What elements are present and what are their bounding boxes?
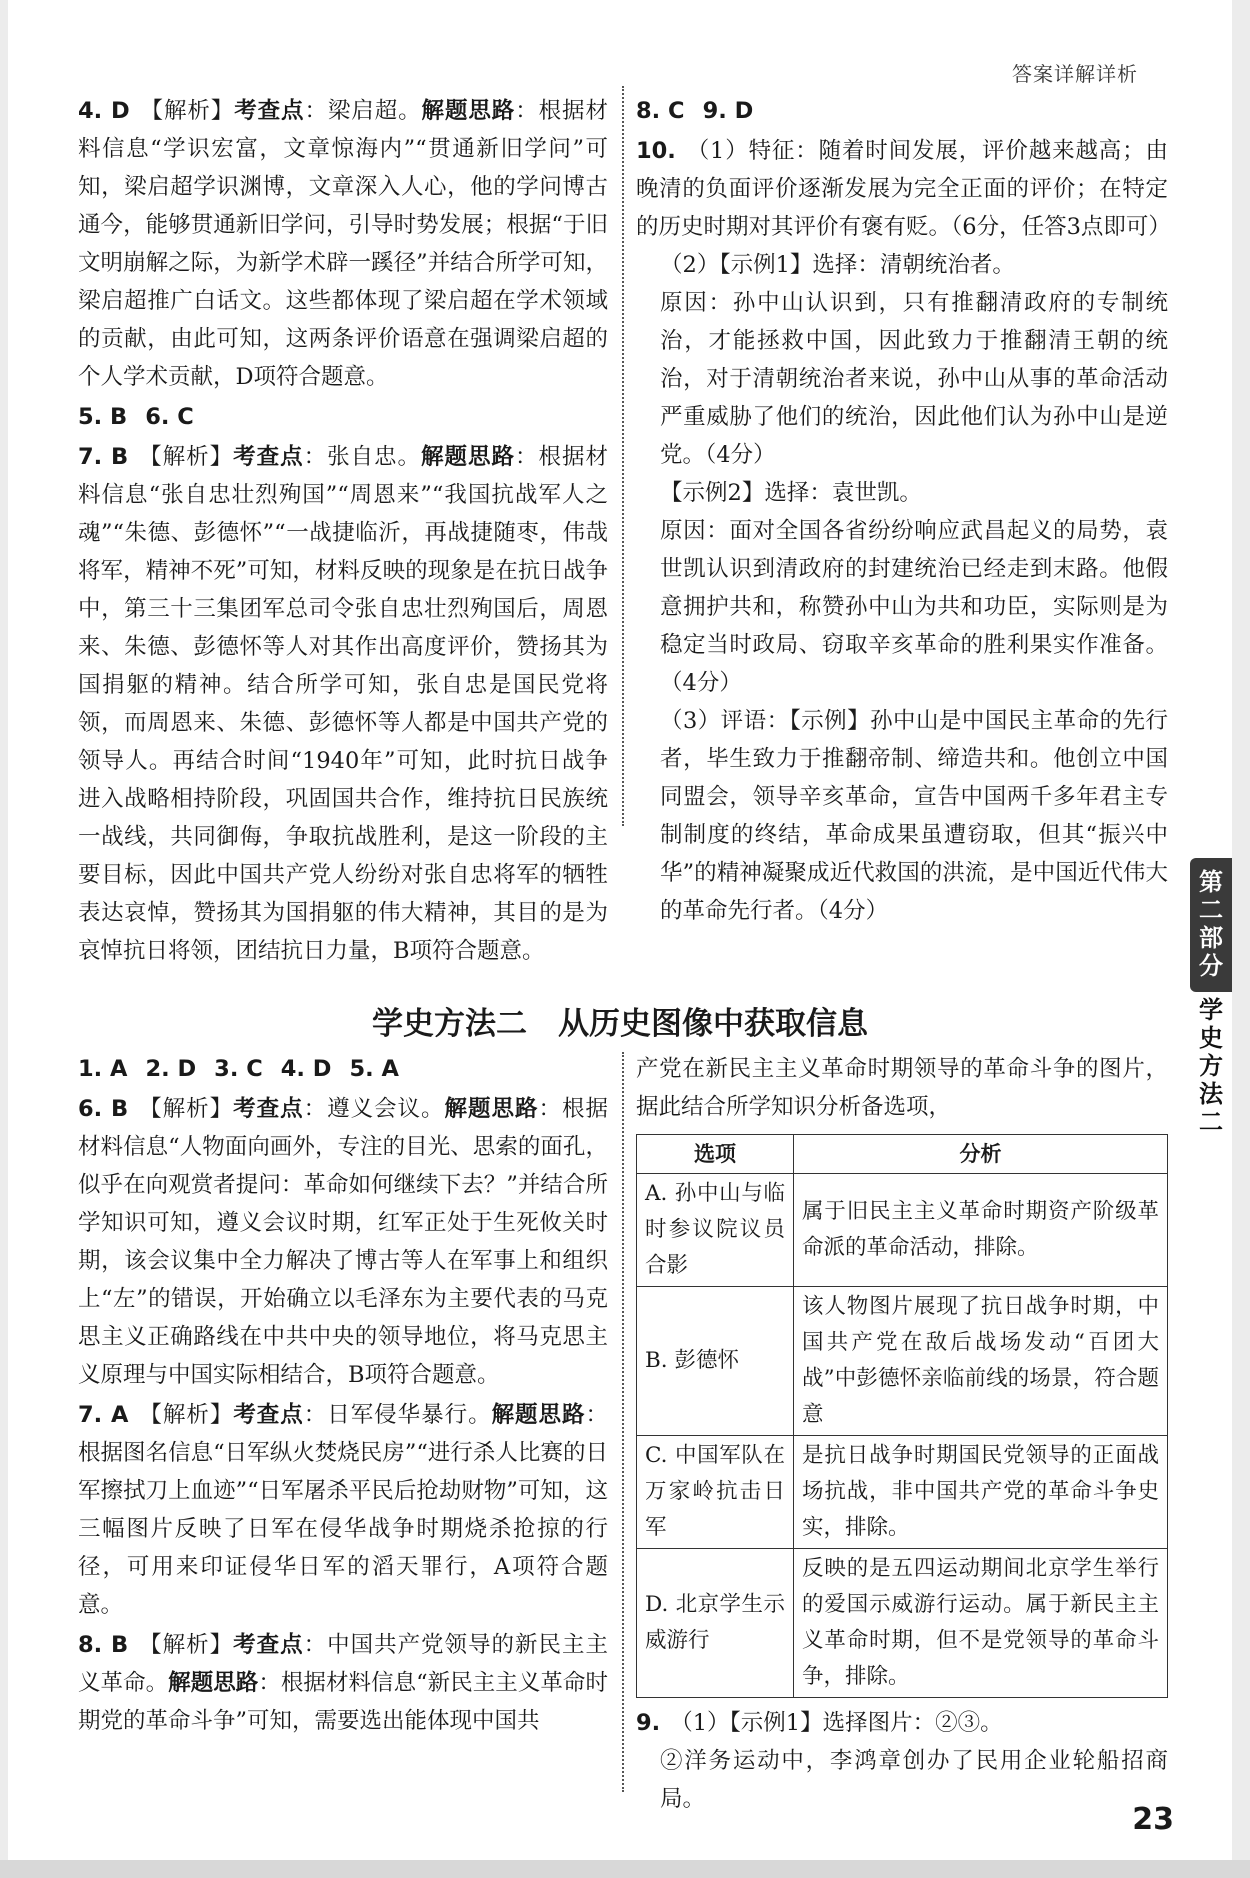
q7-kp-label: 考查点	[233, 444, 304, 470]
q10-p4: 【示例2】选择：袁世凯。	[660, 480, 922, 506]
answer-q5: 5. B	[78, 404, 128, 430]
b8-continued: 产党在新民主主义革命时期领导的革命斗争的图片，据此结合所学知识分析备选项，	[636, 1056, 1168, 1120]
answers-q1-q5	[78, 1050, 608, 1088]
side-tab-char: 第	[1199, 868, 1223, 896]
answer-q4	[78, 92, 608, 396]
q10-p1: （1）特征：随着时间发展，评价越来越高；由晚清的负面评价逐渐发展为完全正面的评价；在特定的历史时期对其评价有褒有贬。（6分，任答3点即可）	[636, 138, 1171, 240]
b9-p2: ②洋务运动中，李鸿章创办了民用企业轮船招商局。	[660, 1748, 1168, 1812]
side-tab-char: 部	[1199, 924, 1223, 952]
q7-number: 7. B	[78, 444, 129, 470]
answer-b6	[78, 1090, 608, 1394]
side-tab-char: 二	[1199, 1108, 1223, 1136]
answer-b7	[78, 1396, 608, 1624]
column-divider-top	[622, 86, 624, 826]
analysis-table	[636, 1134, 1168, 1698]
column-divider-bottom	[622, 1052, 624, 1792]
b8-kp-label: 考查点	[233, 1632, 304, 1658]
side-tab-char: 史	[1199, 1024, 1223, 1052]
b6-number: 6. B	[78, 1096, 129, 1122]
b7-kp: ：日军侵华暴行。	[303, 1402, 492, 1428]
table-header-option: 选项	[637, 1135, 794, 1174]
answer-b3: 3. C	[214, 1056, 263, 1082]
answer-b8	[78, 1626, 608, 1740]
left-column-top	[78, 92, 608, 972]
answer-b2: 2. D	[145, 1056, 197, 1082]
side-tab-char: 学	[1199, 996, 1223, 1024]
b6-path-label: 解题思路	[444, 1096, 539, 1122]
q4-text: ：根据材料信息“学识宏富，文章惊海内”“贯通新旧学问”可知，梁启超学识渊博，文章深入人心，他的学问博古通今，能够贯通新旧学问，引导时势发展；根据“于旧文明崩解之际，为新学术辟一蹊径”并结合所学可知，梁启超推广白话文。这些都体现了梁启超在学术领域的贡献，由此可知，这两条评价语意在强调梁启超的个人学术贡献，D项符合题意。	[78, 98, 608, 390]
table-cell-option: A. 孙中山与临时参议院议员合影	[637, 1174, 794, 1287]
b7-number: 7. A	[78, 1402, 129, 1428]
q4-kp-label: 考查点	[234, 98, 305, 124]
answer-b9-part1	[636, 1704, 1168, 1742]
answers-q5-q6	[78, 398, 608, 436]
q4-kp: ：梁启超。	[304, 98, 422, 124]
b6-tag: 【解析】	[138, 1096, 234, 1122]
q7-path-label: 解题思路	[421, 444, 515, 470]
b8-kp: ：中国共产党领导的新民主主义革命。	[78, 1632, 608, 1696]
side-tab-char: 法	[1199, 1080, 1223, 1108]
answer-q9: 9. D	[702, 98, 754, 124]
q7-kp: ：张自忠。	[303, 444, 422, 470]
b8-number: 8. B	[78, 1632, 129, 1658]
table-row	[637, 1549, 1168, 1698]
side-tab-part	[1190, 858, 1232, 992]
table-cell-analysis: 是抗日战争时期国民党领导的正面战场抗战，非中国共产党的革命斗争史实，排除。	[794, 1436, 1168, 1549]
table-row	[637, 1174, 1168, 1287]
q7-tag: 【解析】	[138, 444, 234, 470]
q10-p5: 原因：面对全国各省纷纷响应武昌起义的局势，袁世凯认识到清政府的封建统治已经走到末路。他假意拥护共和，称赞孙中山为共和功臣，实际则是为稳定当时政局、窃取辛亥革命的胜利果实作准备。（4分）	[660, 518, 1168, 696]
answer-q10-part1	[636, 132, 1171, 246]
table-row	[637, 1436, 1168, 1549]
b7-path-label: 解题思路	[491, 1402, 586, 1428]
answer-q6: 6. C	[145, 404, 194, 430]
b9-number: 9.	[636, 1710, 661, 1736]
b6-text: ：根据材料信息“人物面向画外，专注的目光、思索的面孔，似乎在向观赏者提问：革命如何继续下去？”并结合所学知识可知，遵义会议时期，红军正处于生死攸关时期，该会议集中全力解决了博古等人在军事上和组织上“左”的错误，开始确立以毛泽东为主要代表的马克思主义正确路线在中共中央的领导地位，将马克思主义原理与中国实际相结合，B项符合题意。	[78, 1096, 608, 1388]
table-cell-analysis: 该人物图片展现了抗日战争时期，中国共产党在敌后战场发动“百团大战”中彭德怀亲临前线的场景，符合题意	[794, 1287, 1168, 1436]
b7-text: ：根据图名信息“日军纵火焚烧民房”“进行杀人比赛的日军擦拭刀上血迹”“日军屠杀平民后抢劫财物”可知，这三幅图片反映了日军在侵华战争时期烧杀抢掠的行径，可用来印证侵华日军的滔天罪行，A项符合题意。	[78, 1402, 608, 1618]
answer-b5: 5. A	[349, 1056, 399, 1082]
answer-q7	[78, 438, 608, 970]
side-tab-char: 分	[1199, 952, 1223, 980]
q10-p6: （3）评语：【示例】孙中山是中国民主革命的先行者，毕生致力于推翻帝制、缔造共和。他创立中国同盟会，领导辛亥革命，宣告中国两千多年君主专制制度的终结，革命成果虽遭窃取，但其“振兴中华”的精神凝聚成近代救国的洪流，是中国近代伟大的革命先行者。（4分）	[660, 708, 1168, 924]
table-cell-option: C. 中国军队在万家岭抗击日军	[637, 1436, 794, 1549]
q4-path-label: 解题思路	[421, 98, 516, 124]
q10-p2: （2）【示例1】选择：清朝统治者。	[660, 252, 1015, 278]
b7-kp-label: 考查点	[233, 1402, 304, 1428]
answer-b1: 1. A	[78, 1056, 128, 1082]
side-tab-char: 二	[1199, 896, 1223, 924]
section-title: 学史方法二 从历史图像中获取信息	[372, 1006, 868, 1042]
document-page	[8, 0, 1232, 1860]
table-header-analysis: 分析	[794, 1135, 1168, 1174]
q10-number: 10.	[636, 138, 676, 164]
page-number: 23	[1132, 1802, 1174, 1837]
answer-b4: 4. D	[280, 1056, 332, 1082]
table-cell-analysis: 属于旧民主主义革命时期资产阶级革命派的革命活动，排除。	[794, 1174, 1168, 1287]
b8-text: ：根据材料信息“新民主主义革命时期党的革命斗争”可知，需要选出能体现中国共	[78, 1670, 608, 1734]
b8-tag: 【解析】	[138, 1632, 234, 1658]
table-header-row	[637, 1135, 1168, 1174]
header-label: 答案详解详析	[1012, 62, 1138, 86]
page-bottom-shadow	[0, 1860, 1250, 1878]
b6-kp-label: 考查点	[233, 1096, 304, 1122]
table-cell-analysis: 反映的是五四运动期间北京学生举行的爱国示威游行运动。属于新民主主义革命时期，但不是党领导的革命斗争，排除。	[794, 1549, 1168, 1698]
answers-q8-q9	[636, 92, 1168, 130]
q4-tag: 【解析】	[139, 98, 235, 124]
answer-q8: 8. C	[636, 98, 685, 124]
b9-p1: （1）【示例1】选择图片：②③。	[670, 1710, 1003, 1736]
table-row	[637, 1287, 1168, 1436]
left-column-bottom	[78, 1050, 608, 1742]
q4-number: 4. D	[78, 98, 130, 124]
right-column-top	[636, 92, 1171, 930]
b8-path-label: 解题思路	[168, 1670, 259, 1696]
side-tab-char: 方	[1199, 1052, 1223, 1080]
side-tab-method	[1190, 996, 1232, 1176]
table-cell-option: D. 北京学生示威游行	[637, 1549, 794, 1698]
b7-tag: 【解析】	[138, 1402, 234, 1428]
b6-kp: ：遵义会议。	[303, 1096, 445, 1122]
table-cell-option: B. 彭德怀	[637, 1287, 794, 1436]
q7-text: ：根据材料信息“张自忠壮烈殉国”“周恩来”“我国抗战军人之魂”“朱德、彭德怀”“一战捷临沂，再战捷随枣，伟哉将军，精神不死”可知，材料反映的现象是在抗日战争中，第三十三集团军总司令张自忠壮烈殉国后，周恩来、朱德、彭德怀等人对其作出高度评价，赞扬其为国捐躯的精神。结合所学可知，张自忠是国民党将领，而周恩来、朱德、彭德怀等人都是中国共产党的领导人。再结合时间“1940年”可知，此时抗日战争进入战略相持阶段，巩固国共合作，维持抗日民族统一战线，共同御侮，争取抗战胜利，是这一阶段的主要目标，因此中国共产党人纷纷对张自忠将军的牺牲表达哀悼，赞扬其为国捐躯的伟大精神，其目的是为哀悼抗日将领，团结抗日力量，B项符合题意。	[78, 444, 608, 964]
q10-p3: 原因：孙中山认识到，只有推翻清政府的专制统治，才能拯救中国，因此致力于推翻清王朝的统治，对于清朝统治者来说，孙中山从事的革命活动严重威胁了他们的统治，因此他们认为孙中山是逆党。（4分）	[660, 290, 1168, 468]
right-column-bottom	[636, 1050, 1168, 1818]
